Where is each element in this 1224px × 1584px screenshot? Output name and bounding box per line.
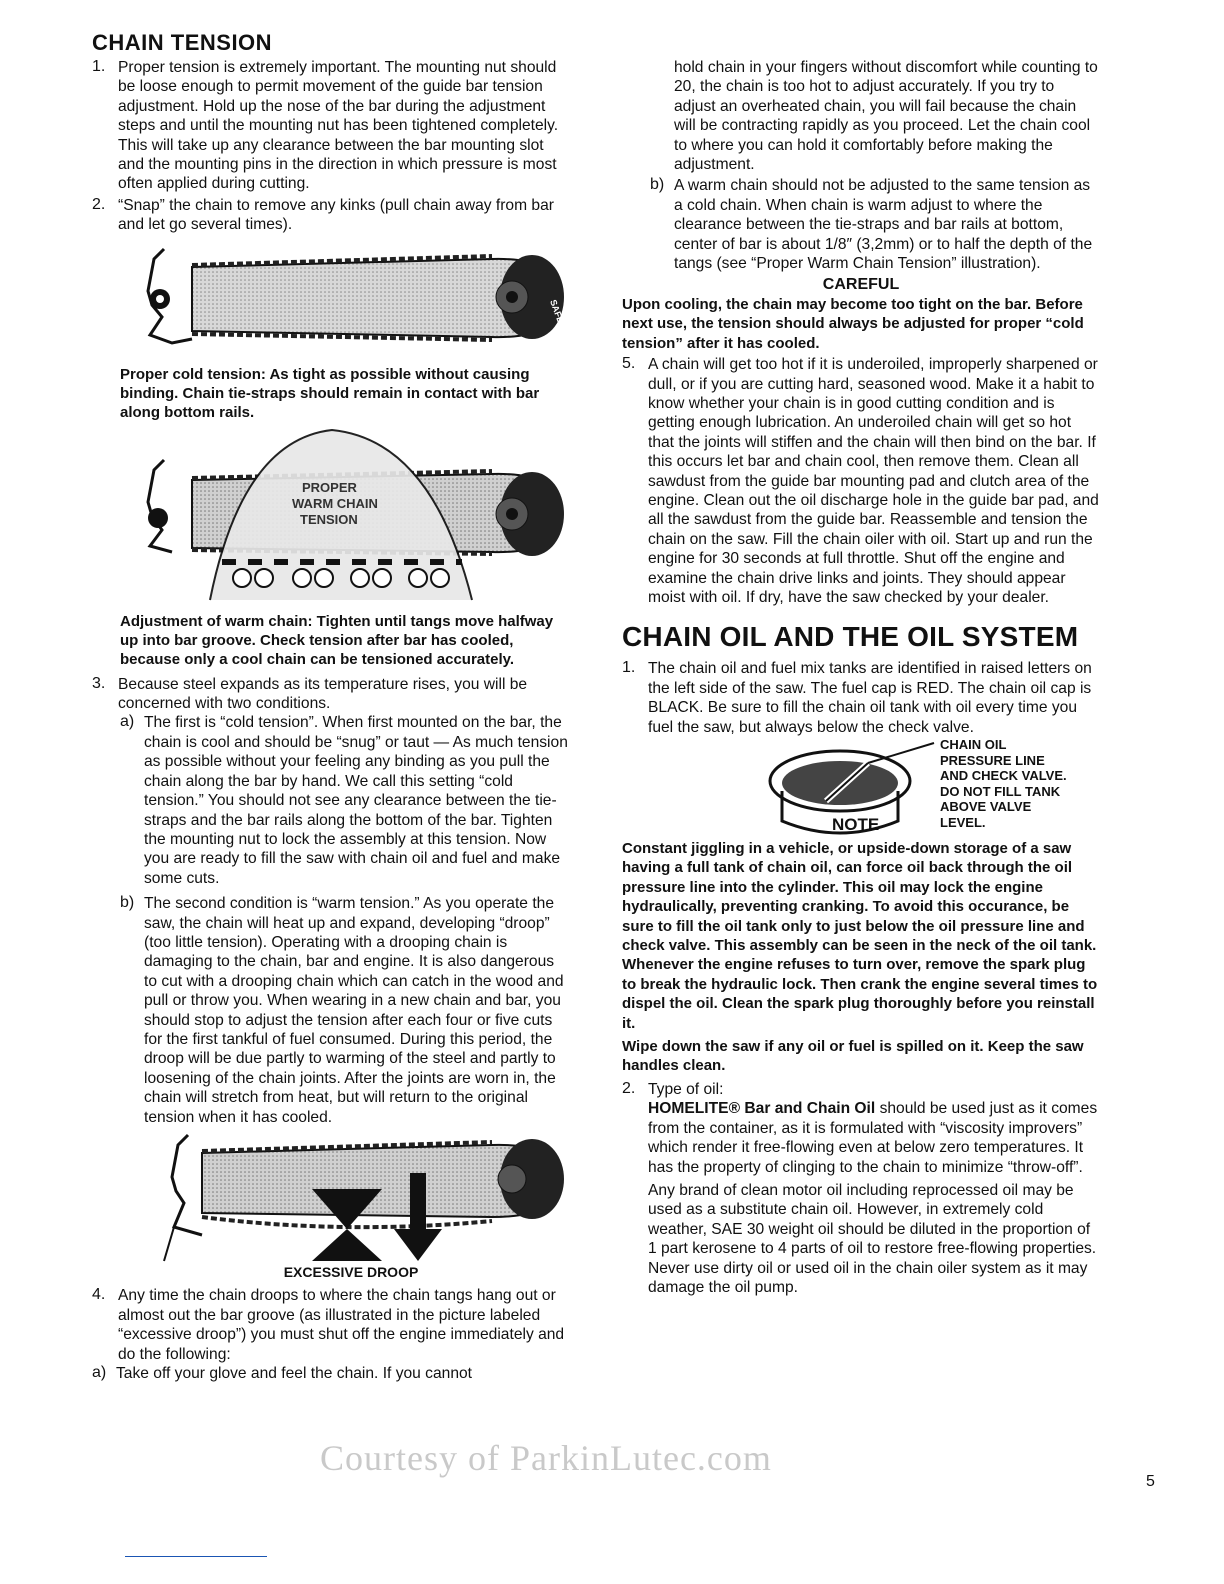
tank-label-line: ABOVE VALVE: [940, 799, 1032, 814]
item-number: 1.: [92, 58, 106, 75]
left-column: [92, 30, 575, 1383]
list-item: [92, 58, 570, 194]
oil-brand: HOMELITE® Bar and Chain Oil: [648, 1100, 876, 1118]
list-item: [92, 196, 570, 235]
list-item: [92, 675, 570, 714]
list-item: [622, 1080, 1100, 1099]
fig2-label-3: TENSION: [300, 511, 358, 527]
fig1-caption: Proper cold tension: As tight as possible without causing binding. Chain tie-straps should remain in contact with bar along bottom rails.: [120, 365, 540, 421]
excessive-droop-illustration: [92, 1131, 570, 1263]
item-text: Because steel expands as its temperature rises, you will be concerned with two conditions.: [118, 675, 528, 713]
page-number: 5: [1146, 1473, 1155, 1490]
item-letter: a): [120, 713, 135, 731]
footer-rule: [125, 1556, 267, 1557]
list-item: [622, 355, 1100, 607]
item-letter: b): [650, 176, 665, 194]
item-letter: a): [92, 1364, 107, 1382]
list-item: [622, 659, 1100, 737]
item-text: Take off your glove and feel the chain. If you cannot: [116, 1365, 473, 1383]
right-column: [622, 58, 1100, 1297]
item-text: Any time the chain droops to where the chain tangs hang out or almost out the bar groove (as illustrated in the picture labeled “excessive droop”) you must shut off the engine immediately and do the following:: [118, 1287, 565, 1363]
item-text: The second condition is “warm tension.” As you operate the saw, the chain will heat up and expand, developing “droop” (too little tension). Operating with a drooping chain is damaging to the chain, bar and engine. It is also dangerous to cut with a drooping chain which can catch in the wood and pull or throw you. When wearing in a new chain and bar, you should stop to adjust the tension after each four or five cuts for the first tankful of fuel consumed. During this period, the droop will be due partly to warming of the steel and partly to loosening of the chain joints. After the joints are worn in, the chain will stretch from heat, but will return to the original tension when it has cooled.: [144, 895, 564, 1126]
careful-text: Upon cooling, the chain may become too tight on the bar. Before next use, the tension should always be adjusted for proper “cold tension” after it has cooled.: [622, 295, 1084, 352]
substitute-oil-paragraph: Any brand of clean motor oil including reprocessed oil may be used as a substitute chain oil. However, in extremely cold weather, SAE 30 weight oil should be diluted in the proportion of 1 part kerosene to 4 parts of oil to restore free-flowing properties. Never use dirty oil or used oil in the chain oiler system as it may damage the oil pump.: [648, 1181, 1097, 1296]
fig3-caption: EXCESSIVE DROOP: [283, 1264, 419, 1280]
oil-type-text: should be used just as it comes from the container, as it is formulated with “viscosity improvers” which render it free-flowing even at below zero temperatures. It has the property of clinging to the chain to minimize “throw-off”.: [648, 1100, 1098, 1176]
fig2-label-1: PROPER: [302, 479, 357, 495]
tank-label-line: CHAIN OIL: [940, 737, 1007, 752]
wipe-warning: Wipe down the saw if any oil or fuel is spilled on it. Keep the saw handles clean.: [622, 1038, 1084, 1075]
item-text: A warm chain should not be adjusted to the same tension as a cold chain. When chain is warm adjust to where the clearance between the tie-straps and bar rails at bottom, center of bar is about 1/8″ (3,2mm) or to half the depth of the tangs (see “Proper Warm Chain Tension” illustration).: [674, 177, 1093, 273]
list-subitem: [92, 1364, 570, 1383]
note-heading: NOTE: [832, 815, 880, 834]
careful-heading: CAREFUL: [822, 276, 900, 294]
oil-type-paragraph: [648, 1099, 1100, 1177]
svg-text:SAFE-T-TIP: SAFE-T-TIP: [548, 297, 575, 348]
item-text: Proper tension is extremely important. The mounting nut should be loose enough to permit movement of the guide bar tension adjustment. Hold up the nose of the bar during the adjustment steps and until the mounting nut has been tightened completely. This will take up any clearance between the bar mounting slot and the mounting pins in the direction in which pressure is most often applied during cutting.: [118, 59, 559, 193]
list-subitem: [120, 713, 570, 888]
list-subitem: [650, 176, 1100, 273]
watermark: Courtesy of ParkinLutec.com: [320, 1438, 772, 1478]
item-text: Type of oil:: [648, 1080, 724, 1098]
tank-label-line: PRESSURE LINE: [940, 752, 1045, 768]
list-item: [92, 1286, 570, 1364]
fig2-caption: Adjustment of warm chain: Tighten until tangs move halfway up into bar groove. Check tension after bar has cooled, because only a cool chain can be tensioned accurately.: [120, 612, 554, 668]
item-number: 5.: [622, 355, 636, 373]
tank-label-line: DO NOT FILL TANK: [940, 783, 1061, 799]
item-text: A chain will get too hot if it is underoiled, improperly sharpened or dull, or if you are cutting hard, seasoned wood. Make it a habit to know whether your chain is in good cutting condition and is getting enough lubrication. An underoiled chain will get so hot that the joints will stiffen and the chain will then bind on the bar. If this occurs let bar and chain cool, then remove them. Clean all sawdust from the guide bar mounting pad and clutch area of the engine. Clean out the oil discharge hole in the guide bar pad, and all the sawdust from the guide bar. Reassemble and tension the chain on the saw. Fill the chain oiler with oil. Start up and run the engine for 30 seconds at full throttle. Shut off the engine and examine the chain drive links and joints. They should appear moist with oil. If dry, have the saw checked by your dealer.: [648, 356, 1099, 606]
cold-tension-illustration: [92, 239, 575, 359]
item-number: 1.: [622, 659, 636, 677]
oil-tank-figure: [622, 737, 1100, 837]
section-title-oil-system: CHAIN OIL AND THE OIL SYSTEM: [622, 621, 1079, 653]
continued-text: hold chain in your fingers without discomfort while counting to 20, the chain is too hot to adjust accurately. If you try to adjust an overheated chain, you will fail because the chain will be contracting rapidly as you proceed. Let the chain cool to where you can hold it comfortably before making the adjustment.: [674, 59, 1098, 174]
tank-label-line: LEVEL.: [940, 814, 986, 830]
item-number: 4.: [92, 1286, 106, 1304]
item-number: 2.: [92, 195, 106, 213]
tank-label: [940, 737, 1067, 830]
item-text: “Snap” the chain to remove any kinks (pull chain away from bar and let go several times).: [118, 196, 554, 234]
item-letter: b): [120, 894, 135, 912]
item-number: 2.: [622, 1079, 636, 1097]
tank-label-line: AND CHECK VALVE.: [940, 768, 1067, 783]
list-subitem: [120, 894, 570, 1127]
section-title-chain-tension: CHAIN TENSION: [92, 30, 273, 55]
warm-tension-illustration: [92, 430, 570, 610]
fig2-label-2: WARM CHAIN: [292, 495, 378, 511]
item-number: 3.: [92, 674, 106, 692]
item-text: The first is “cold tension”. When first mounted on the bar, the chain is cool and should be “snug” or taut — As much tension as possible without your feeling any binding as you pull the chain along the bar by hand. We call this setting “cold tension.” You should not see any clearance between the tie-straps and the bar rails along the bottom of the bar. Tighten the mounting nut to lock the assembly at this tension. Now you are ready to fill the saw with chain oil and fuel and make some cuts.: [144, 714, 568, 887]
note-text: Constant jiggling in a vehicle, or upside-down storage of a saw having a full tank of chain oil, can force oil back through the oil pressure line into the cylinder. This oil may lock the engine hydraulically, preventing cranking. To avoid this occurance, be sure to fill the oil tank only to just below the oil pressure line and check valve. This assembly can be seen in the neck of the oil tank. Whenever the engine refuses to turn over, remove the spark plug to break the hydraulic lock. Then crank the engine several times to dispel the oil. Clean the spark plug thoroughly before you reinstall it.: [622, 840, 1098, 1032]
item-text: The chain oil and fuel mix tanks are identified in raised letters on the left side of the saw. The fuel cap is RED. The chain oil cap is BLACK. Be sure to fill the chain oil tank with oil every time you fuel the saw, but always below the check valve.: [648, 660, 1092, 736]
